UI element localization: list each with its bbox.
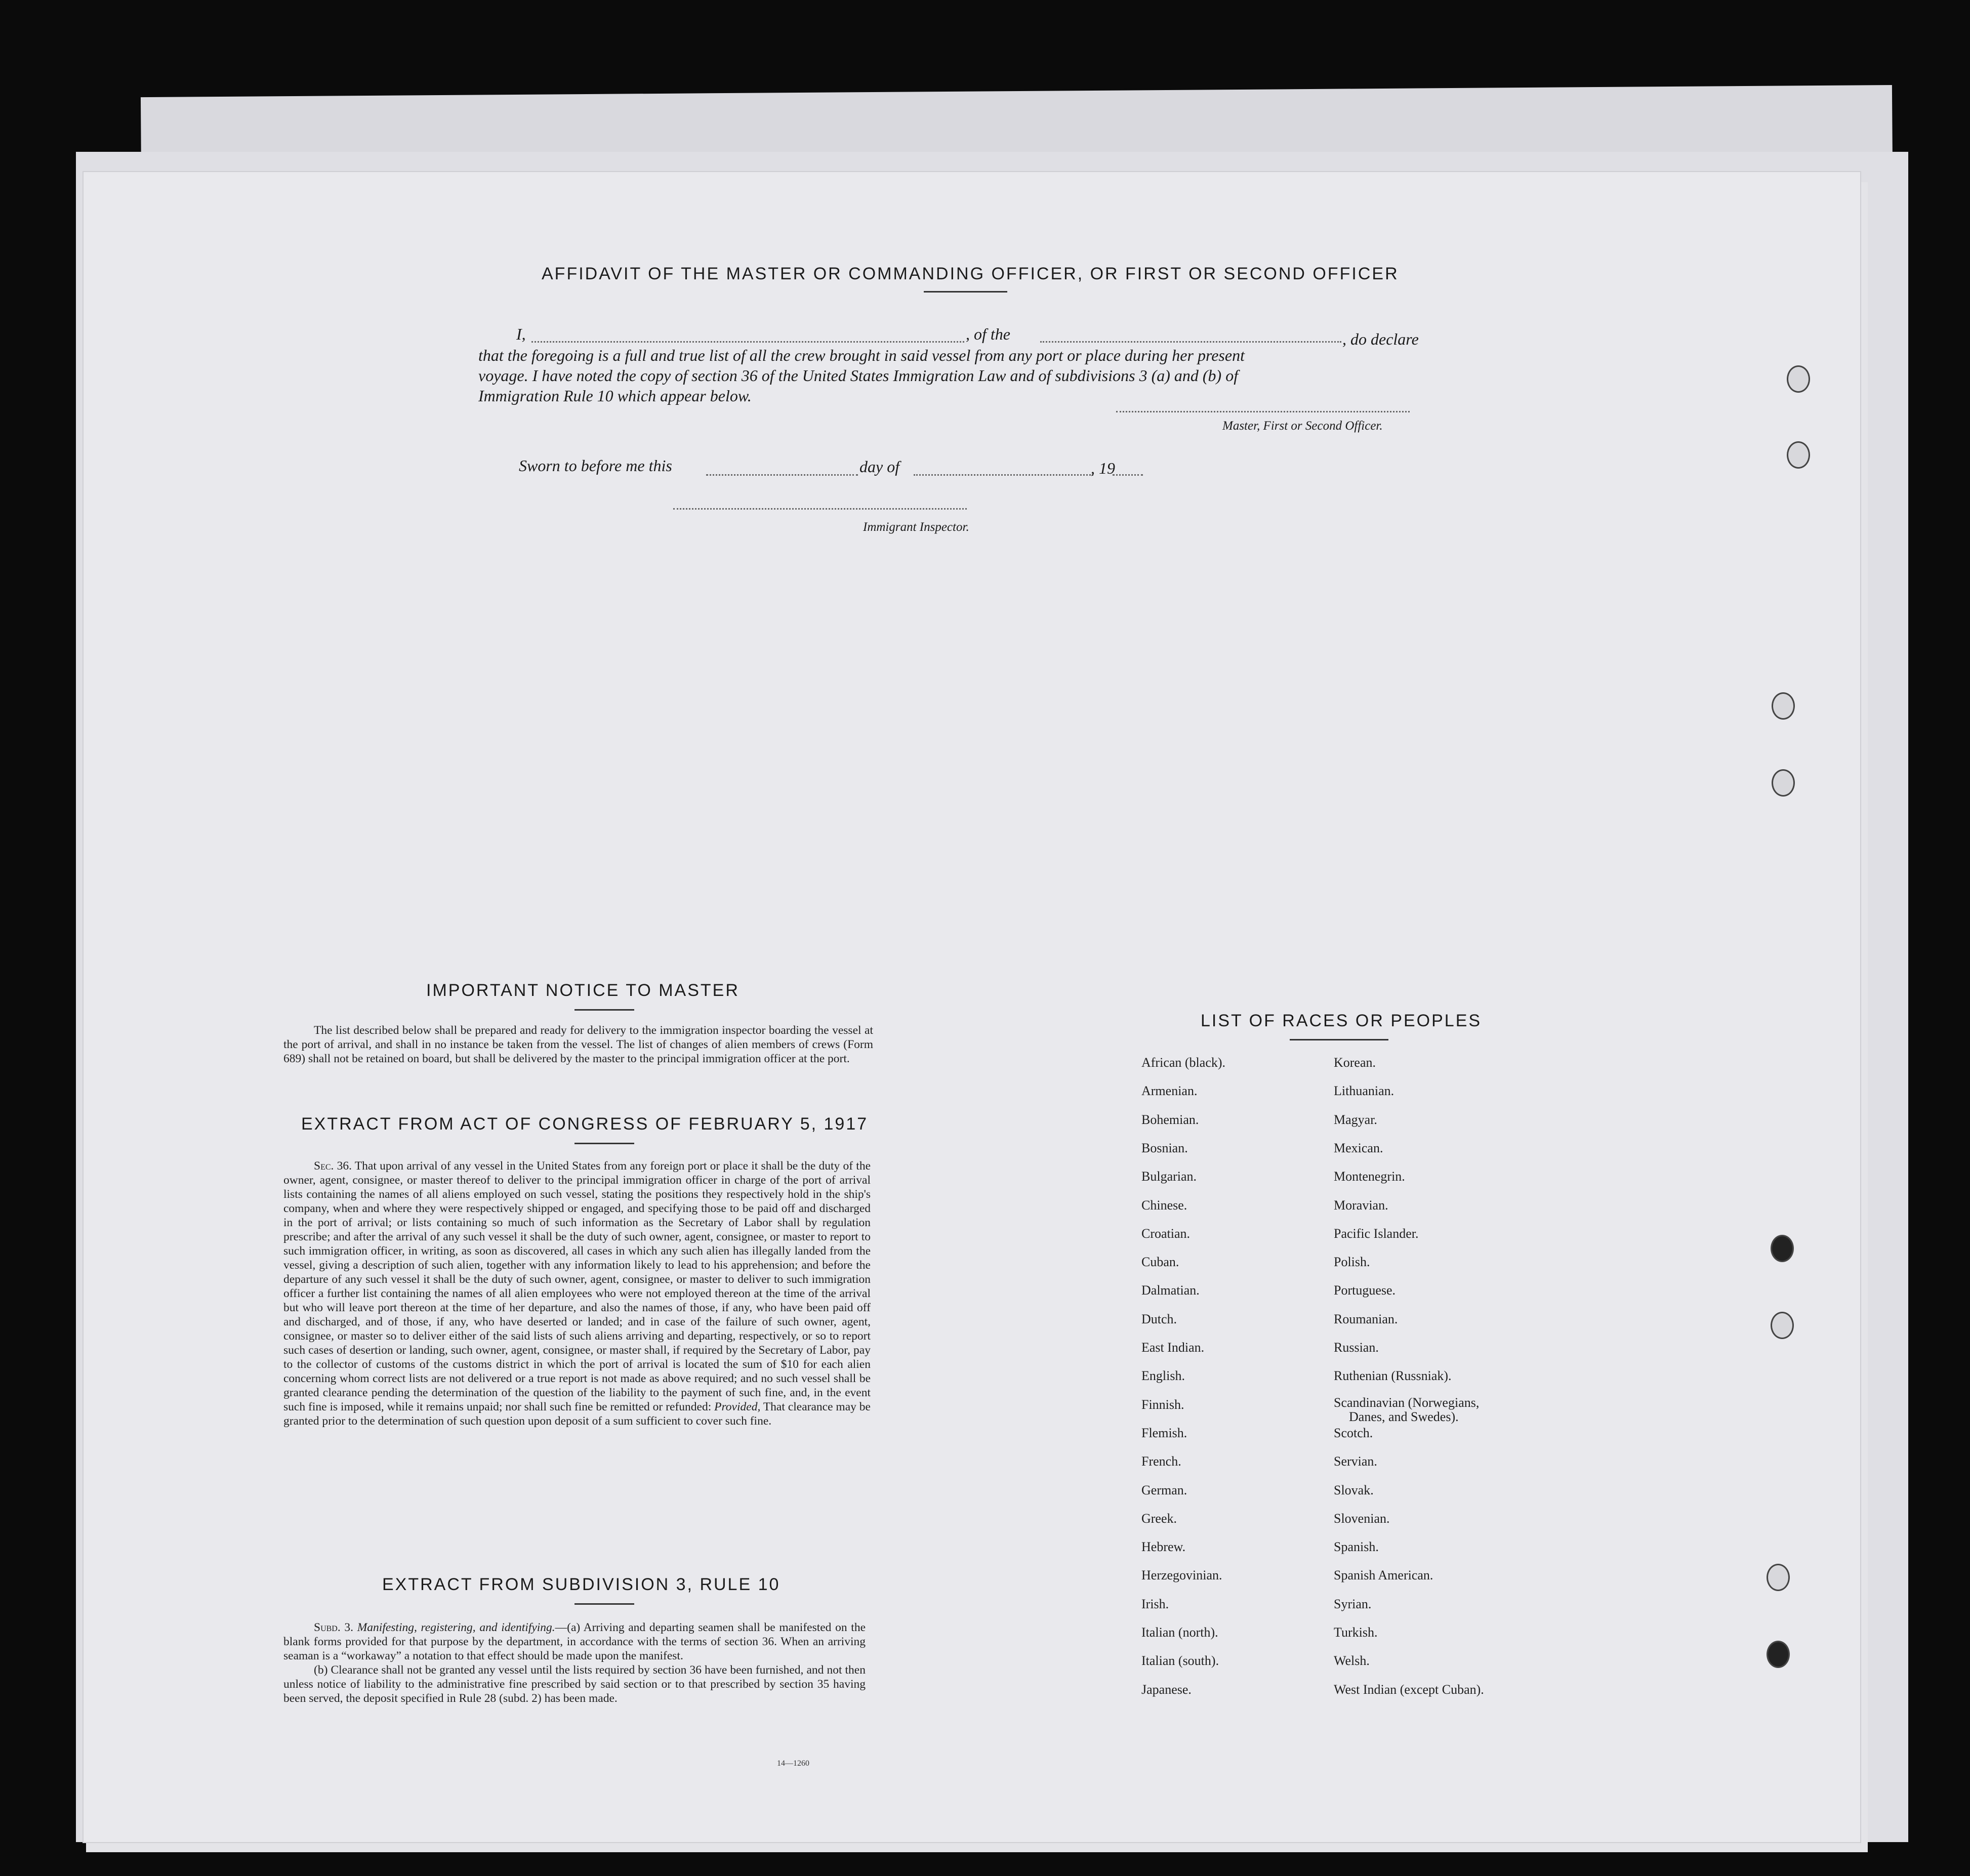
day-of-label: day of [859,457,900,476]
punch-hole [1772,692,1795,720]
punch-hole [1767,1641,1790,1668]
act-title: EXTRACT FROM ACT OF CONGRESS OF FEBRUARY 5, 1917 [301,1114,869,1134]
punch-hole [1767,1564,1790,1591]
race-item: Scotch. [1334,1425,1373,1440]
subd-italic: Manifesting, registering, and identifying. [357,1621,555,1634]
race-item: Montenegrin. [1334,1169,1405,1184]
subd-a-text: —(a) Arriving and departing seamen shall be manifested on the blank forms provided for that purpose by the department, in accordance with the terms of section 36. When an arriving seaman is a “workaway” a notation to that effect should be made upon the manifest. [283,1621,866,1662]
race-item: Polish. [1334,1255,1370,1270]
race-item: Spanish American. [1334,1568,1433,1583]
races-rule [1290,1039,1388,1040]
race-item: Welsh. [1334,1653,1370,1669]
race-item: Italian (south). [1141,1653,1219,1669]
race-item: Lithuanian. [1334,1083,1394,1099]
do-declare-label: , do declare [1342,330,1419,348]
inspector-label: Immigrant Inspector. [863,520,969,534]
year-label: , 19 [1091,459,1115,477]
punch-hole [1771,1235,1794,1262]
name-line[interactable] [531,340,964,343]
race-item: Croatian. [1141,1226,1191,1241]
race-item: Flemish. [1141,1425,1187,1440]
inspector-line[interactable] [673,507,967,510]
of-the-label: , of the [966,325,1010,343]
sec-label: Sec. 36. [314,1159,352,1173]
subd-label: Subd. 3. [314,1621,354,1634]
sworn-label: Sworn to before me this [519,456,672,475]
race-item: Mexican. [1334,1140,1383,1155]
act-body: That upon arrival of any vessel in the United States from any foreign port or place it shall be the duty of the owner, agent, consignee, or master thereof to deliver to the principal immigration officer in charge of the port of arrival lists containing the names of all aliens employed on such vessel, stating the positions they respectively hold in the ship's company, when and where they were respectively shipped or engaged, and specifying those to be paid off and discharged in the port of arrival; or lists containing so much of such information as the Secretary of Labor shall by regulation prescribe; and after the arrival of any such vessel it shall be the duty of such owner, agent, consignee, or master to report to such immigration officer, in writing, as soon as discovered, all cases in which any such alien has illegally landed from the vessel, giving a description of such alien, together with any information likely to lead to his apprehension; and before the departure of any such vessel it shall be the duty of such owner, agent, consignee, or master to deliver to such immigration officer a further list containing the names of all alien employees who were not employed thereon at the time of the arrival but who will leave port thereon at the time of her departure, and also the names of those, if any, who have been paid off and discharged, and of those, if any, who have deserted or landed; and in case of the failure of such owner, agent, consignee, or master so to deliver either of the said lists of such aliens arriving and departing, respectively, or so to report such cases of desertion or landing, such owner, agent, consignee, or master shall, if required by the Secretary of Labor, pay to the collector of customs of the customs district in which the port of arrival is located the sum of $10 for each alien concerning whom correct lists are not delivered or a true report is not made as above required; and no such vessel shall be granted clearance pending the determination of the question of the liability to the payment of such fine, and, in the event such fine is imposed, while it remains unpaid; nor shall such fine be remitted or refunded: [283,1159,871,1413]
rule-title: EXTRACT FROM SUBDIVISION 3, RULE 10 [382,1575,781,1594]
notice-paragraph: The list described below shall be prepared and ready for delivery to the immigration inspector boarding the vessel at the port of arrival, and shall in no instance be taken from the vessel. The list of changes of alien members of crews (Form 689) shall not be retained on board, but shall be delivered by the master to the principal immigration officer at the port. [283,1024,873,1065]
notice-title: IMPORTANT NOTICE TO MASTER [426,981,740,1000]
punch-hole [1787,365,1810,393]
race-item: Finnish. [1141,1397,1184,1412]
month-line[interactable] [914,473,1093,476]
signature-line[interactable] [1116,410,1410,412]
day-line[interactable] [706,473,858,476]
i-label: I, [516,325,526,343]
form-page [84,172,1860,1842]
form-number: 14—1260 [777,1759,809,1768]
race-item: Roumanian. [1334,1311,1398,1326]
rule-rule [574,1603,634,1605]
title-rule [924,291,1007,293]
rule-text [283,1620,866,1705]
punch-hole [1771,1312,1794,1339]
race-item: Moravian. [1334,1197,1388,1213]
race-item: Bohemian. [1141,1112,1199,1127]
race-item: West Indian (except Cuban). [1334,1682,1484,1697]
race-item: Bosnian. [1141,1140,1188,1155]
race-item: Japanese. [1141,1682,1192,1697]
race-item: Turkish. [1334,1625,1378,1640]
affidavit-title: AFFIDAVIT OF THE MASTER OR COMMANDING OFFICER, OR FIRST OR SECOND OFFICER [542,264,1399,283]
race-item: Korean. [1334,1055,1376,1070]
act-tail: That clearance may be granted prior to the determination of such question upon deposit of a sum sufficient to cover such fine. [283,1400,871,1428]
notice-text [283,1023,873,1066]
year-line[interactable] [1113,473,1143,476]
race-item: Armenian. [1141,1083,1198,1099]
race-item: Italian (north). [1141,1625,1218,1640]
race-item: Syrian. [1334,1596,1372,1611]
race-item: Russian. [1334,1340,1379,1355]
subd-b-text: (b) Clearance shall not be granted any vessel until the lists required by section 36 have been furnished, and not then unless notice of liability to the administrative fine prescribed by said section or to that prescribed by section 35 having been served, the deposit specified in Rule 28 (subd. 2) has been made. [283,1663,866,1705]
race-item: African (black). [1141,1055,1226,1070]
race-item: Pacific Islander. [1334,1226,1419,1241]
race-item: Magyar. [1334,1112,1377,1127]
race-item: Cuban. [1141,1255,1179,1270]
race-item: Portuguese. [1334,1283,1396,1298]
signer-label: Master, First or Second Officer. [1222,419,1383,433]
race-item: Hebrew. [1141,1539,1186,1555]
affidavit-line-2: that the foregoing is a full and true list of all the crew brought in said vessel from any port or place during her present [478,346,1245,364]
act-rule [574,1143,634,1144]
race-item: Herzegovinian. [1141,1568,1222,1583]
punch-hole [1772,769,1795,797]
race-item: Bulgarian. [1141,1169,1197,1184]
affidavit-line-4: Immigration Rule 10 which appear below. [478,387,752,405]
race-item: Spanish. [1334,1539,1379,1555]
race-item: Scandinavian (Norwegians, [1334,1395,1480,1410]
race-item: Slovak. [1334,1482,1374,1497]
races-title: LIST OF RACES OR PEOPLES [1201,1011,1482,1030]
affidavit-line-3: voyage. I have noted the copy of section 36 of the United States Immigration Law and of subdivisions 3 (a) and (b) of [478,366,1239,385]
race-item: Slovenian. [1334,1511,1390,1526]
race-item: Irish. [1141,1596,1169,1611]
race-item: Danes, and Swedes). [1349,1409,1459,1424]
race-item: German. [1141,1482,1187,1497]
race-item: East Indian. [1141,1340,1205,1355]
punch-hole [1787,441,1810,469]
race-item: Servian. [1334,1454,1377,1469]
act-text [283,1159,871,1428]
race-item: Ruthenian (Russniak). [1334,1368,1452,1384]
vessel-line[interactable] [1040,340,1341,343]
race-item: English. [1141,1368,1185,1384]
race-item: Dutch. [1141,1311,1177,1326]
race-item: Greek. [1141,1511,1177,1526]
race-item: French. [1141,1454,1181,1469]
provided-label: Provided, [714,1400,761,1413]
notice-rule [574,1009,634,1011]
race-item: Chinese. [1141,1197,1187,1213]
race-item: Dalmatian. [1141,1283,1200,1298]
